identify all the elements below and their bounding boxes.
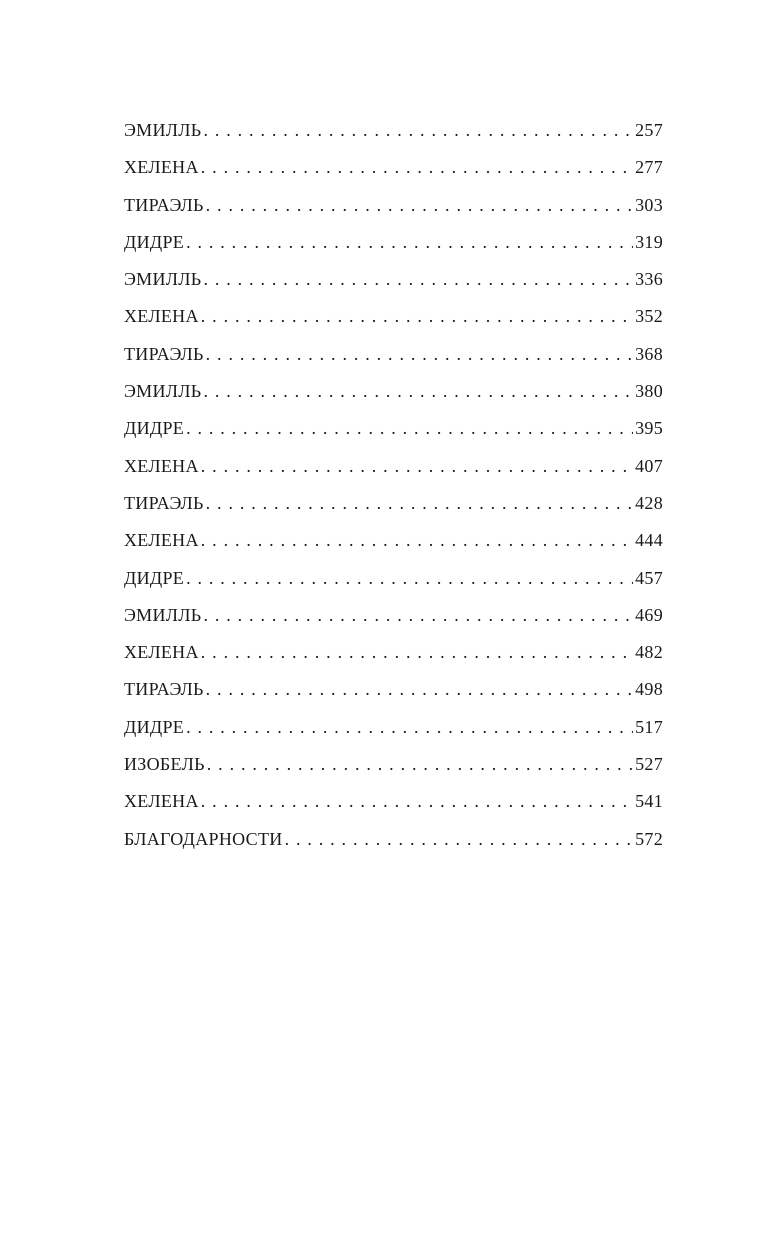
toc-entry[interactable] xyxy=(124,149,663,186)
toc-entry[interactable] xyxy=(124,298,663,335)
toc-dot-leader xyxy=(186,560,633,597)
toc-entry[interactable] xyxy=(124,597,663,634)
toc-entry-page: 428 xyxy=(635,492,663,513)
toc-entry[interactable] xyxy=(124,112,663,149)
toc-entry-page: 319 xyxy=(635,231,663,252)
toc-dot-leader xyxy=(206,485,633,522)
toc-entry[interactable] xyxy=(124,224,663,261)
toc-entry-page: 303 xyxy=(635,194,663,215)
toc-entry[interactable] xyxy=(124,187,663,224)
toc-entry-page: 527 xyxy=(635,754,663,775)
toc-entry-title: ДИДРЕ xyxy=(124,418,185,439)
toc-entry-title: БЛАГОДАРНОСТИ xyxy=(124,828,283,849)
toc-entry-title: ТИРАЭЛЬ xyxy=(124,194,204,215)
toc-entry-page: 407 xyxy=(635,455,663,476)
toc-entry-page: 257 xyxy=(635,120,663,140)
toc-entry-title: ДИДРЕ xyxy=(124,716,185,737)
toc-entry-title: ЭМИЛЛЬ xyxy=(124,381,202,402)
toc-dot-leader xyxy=(201,298,633,335)
toc-entry-page: 572 xyxy=(635,828,663,849)
toc-entry-page: 277 xyxy=(635,157,663,178)
toc-dot-leader xyxy=(203,373,633,410)
toc-dot-leader xyxy=(203,261,633,298)
toc-entry[interactable] xyxy=(124,522,663,559)
toc-entry-title: ЭМИЛЛЬ xyxy=(124,120,202,140)
toc-entry-page: 482 xyxy=(635,642,663,663)
toc-dot-leader xyxy=(206,671,633,708)
toc-entry-title: ТИРАЭЛЬ xyxy=(124,492,204,513)
toc-entry-page: 457 xyxy=(635,567,663,588)
toc-entry[interactable] xyxy=(124,821,663,858)
toc-entry[interactable] xyxy=(124,560,663,597)
toc-dot-leader xyxy=(201,783,633,820)
toc-dot-leader xyxy=(201,149,633,186)
toc-entry[interactable] xyxy=(124,373,663,410)
toc-entry-title: ЭМИЛЛЬ xyxy=(124,269,202,290)
toc-dot-leader xyxy=(201,634,633,671)
toc-entry-page: 541 xyxy=(635,791,663,812)
toc-entry-title: ХЕЛЕНА xyxy=(124,455,199,476)
toc-entry-page: 517 xyxy=(635,716,663,737)
toc-dot-leader xyxy=(203,112,633,149)
toc-entry-title: ТИРАЭЛЬ xyxy=(124,343,204,364)
toc-dot-leader xyxy=(186,410,633,447)
toc-entry[interactable] xyxy=(124,261,663,298)
toc-entry-page: 469 xyxy=(635,604,663,625)
toc-entry-page: 395 xyxy=(635,418,663,439)
toc-entry-title: ХЕЛЕНА xyxy=(124,642,199,663)
toc-dot-leader xyxy=(186,709,633,746)
toc-dot-leader xyxy=(206,336,633,373)
toc-entry[interactable] xyxy=(124,410,663,447)
toc-dot-leader xyxy=(207,746,633,783)
toc-dot-leader xyxy=(206,187,633,224)
toc-entry-page: 498 xyxy=(635,679,663,700)
toc-entry[interactable] xyxy=(124,746,663,783)
toc-entry-title: ХЕЛЕНА xyxy=(124,306,199,327)
toc-dot-leader xyxy=(186,224,633,261)
toc-entry[interactable] xyxy=(124,336,663,373)
toc-dot-leader xyxy=(285,821,634,858)
toc-dot-leader xyxy=(203,597,633,634)
toc-entry-page: 336 xyxy=(635,269,663,290)
toc-entry-page: 352 xyxy=(635,306,663,327)
toc-entry-title: ИЗОБЕЛЬ xyxy=(124,754,205,775)
toc-entry[interactable] xyxy=(124,634,663,671)
toc-entry[interactable] xyxy=(124,671,663,708)
toc-entry[interactable] xyxy=(124,783,663,820)
toc-entry[interactable] xyxy=(124,709,663,746)
toc-entry-page: 444 xyxy=(635,530,663,551)
toc-dot-leader xyxy=(201,522,633,559)
toc-entry-title: ДИДРЕ xyxy=(124,567,185,588)
toc-entry-page: 380 xyxy=(635,381,663,402)
toc-entry-title: ДИДРЕ xyxy=(124,231,185,252)
toc-entry-title: ЭМИЛЛЬ xyxy=(124,604,202,625)
table-of-contents xyxy=(124,112,663,858)
toc-entry-title: ХЕЛЕНА xyxy=(124,791,199,812)
toc-entry-title: ХЕЛЕНА xyxy=(124,157,199,178)
toc-dot-leader xyxy=(201,448,633,485)
toc-entry[interactable] xyxy=(124,448,663,485)
toc-entry[interactable] xyxy=(124,485,663,522)
toc-entry-title: ТИРАЭЛЬ xyxy=(124,679,204,700)
toc-entry-title: ХЕЛЕНА xyxy=(124,530,199,551)
toc-entry-page: 368 xyxy=(635,343,663,364)
